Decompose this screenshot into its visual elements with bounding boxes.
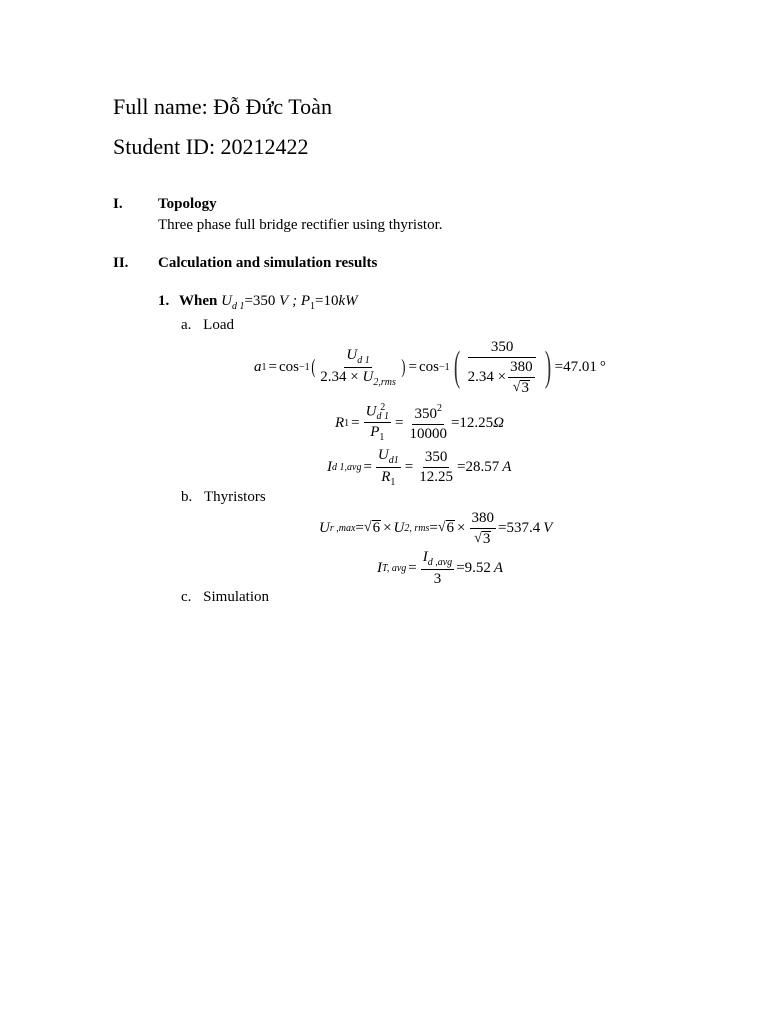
r1-num-sub: d 1 bbox=[376, 411, 389, 422]
p-value: =10 bbox=[315, 293, 339, 309]
equation-thyristor-current: I T, avg = $\frac{I_{d ,avg}}{3}$ =9.52 A bbox=[377, 548, 504, 587]
subitem-a-label: Load bbox=[203, 317, 234, 333]
frac1-num-sub: d 1 bbox=[357, 354, 370, 366]
eq-it-frac bbox=[421, 549, 454, 588]
inner-num: 380 bbox=[508, 359, 535, 378]
eq-it-lhs-sub: T, avg bbox=[382, 562, 407, 574]
separator: ; bbox=[292, 293, 298, 309]
frac1-den-var: U bbox=[362, 368, 374, 385]
eq-alpha-inv-2: −1 bbox=[439, 361, 450, 373]
subitem-b-label: Thyristors bbox=[204, 489, 266, 505]
ur-frac-num: 380 bbox=[470, 510, 497, 529]
eq-ur-result: =537.4 bbox=[498, 519, 541, 536]
eq-ur-six2: 6 bbox=[446, 520, 455, 536]
id-den-sub: 1 bbox=[390, 476, 396, 488]
eq-alpha-cos: cos bbox=[278, 358, 299, 375]
id-den: R bbox=[381, 468, 391, 485]
var-p-sub: 1 bbox=[310, 301, 315, 312]
id-den2: 12.25 bbox=[419, 468, 453, 485]
eq-ur-frac: 380 √ 3 bbox=[471, 509, 495, 547]
var-p: P bbox=[300, 293, 310, 309]
eq-it-lhs: I bbox=[377, 559, 382, 576]
it-num: I bbox=[422, 548, 428, 565]
eq-id-lhs-sub: d 1,avg bbox=[332, 461, 362, 473]
eq-ur-times: × bbox=[383, 519, 392, 536]
eq-alpha-cos-2: cos bbox=[419, 358, 439, 375]
eq-ur-six: 6 bbox=[372, 520, 381, 536]
item-label: When bbox=[179, 293, 218, 309]
ur-frac-den: 3 bbox=[482, 530, 491, 547]
it-den: 3 bbox=[433, 570, 442, 587]
eq-r1-unit: Ω bbox=[493, 414, 505, 431]
eq-ur-lhs-sub: r ,max bbox=[329, 522, 356, 534]
eq-id-result: =28.57 bbox=[456, 458, 500, 475]
eq-id-unit: A bbox=[502, 458, 512, 475]
unit-kw: kW bbox=[338, 293, 358, 309]
eq-r1-lhs: R bbox=[335, 414, 345, 431]
eq-id-frac2 bbox=[417, 449, 455, 486]
r1-num: U bbox=[365, 403, 377, 420]
equation-load-current: I d 1,avg = $\frac{U_{d1}}{R_1}$ = $\frac{350}{12.25}$ =28.57 A bbox=[327, 446, 512, 488]
eq-r1-result: =12.25 bbox=[450, 414, 494, 431]
eq-it-unit: A bbox=[493, 559, 504, 576]
eq-ur-eq1: = bbox=[355, 519, 364, 536]
frac1-den: 2.34 × bbox=[320, 368, 359, 385]
eq-alpha-inner-frac: 380 √ 3 bbox=[510, 358, 533, 396]
id-num: U bbox=[377, 446, 389, 463]
eq-alpha-unit: ° bbox=[599, 358, 606, 375]
eq-ur-lhs: U bbox=[319, 519, 330, 536]
eq-alpha-inv: −1 bbox=[298, 361, 310, 373]
eq-alpha-frac2 bbox=[466, 339, 539, 396]
eq-ur-var: U bbox=[393, 519, 405, 536]
id-num-sub: d1 bbox=[388, 454, 399, 466]
eq-r1-frac2 bbox=[407, 403, 449, 443]
subitem-a bbox=[181, 317, 234, 334]
full-name-line: Full name: Đỗ Đức Toàn bbox=[113, 94, 332, 119]
eq-r1-lhs-sub: 1 bbox=[344, 417, 350, 429]
eq-ur-eq2: = bbox=[429, 519, 438, 536]
subitem-c-letter: c. bbox=[181, 589, 192, 605]
ud-value: =350 bbox=[244, 293, 276, 309]
eq-alpha-result: =47.01 bbox=[554, 358, 597, 375]
subitem-c bbox=[181, 589, 269, 606]
var-ud: U bbox=[221, 293, 232, 309]
r1-den: P bbox=[370, 424, 380, 440]
r1-num-sup: 2 bbox=[380, 402, 386, 413]
it-num-sub: d ,avg bbox=[427, 556, 453, 568]
eq-ur-var-sub: 2, rms bbox=[404, 522, 430, 534]
eq-id-frac1 bbox=[376, 447, 401, 488]
eq-alpha-lhs: a bbox=[254, 358, 262, 375]
eq-it-result: =9.52 bbox=[456, 559, 491, 576]
subitem-b-letter: b. bbox=[181, 489, 193, 505]
inner-den: 3 bbox=[521, 379, 529, 396]
eq-ur-times2: × bbox=[457, 519, 466, 536]
student-id-line: Student ID: 20212422 bbox=[113, 134, 309, 159]
equation-reverse-voltage: U r ,max = √ 6 × U 2, rms = √ 6 × 380 √ 3 =537.4 V bbox=[319, 509, 553, 547]
equation-firing-angle: a 1 = cos −1 ( $\frac{U_{d 1}}{2.34 \times U_{2,rms}}$ ) = cos −1 ( 350 2.34 × 380 √ 3 ) =47.01 ° bbox=[254, 338, 606, 396]
section-title-calculation: Calculation and simulation results bbox=[158, 255, 378, 271]
frac2-den: 2.34 × bbox=[467, 368, 507, 385]
eq-alpha-frac1 bbox=[318, 347, 398, 388]
frac1-num: U bbox=[346, 346, 358, 363]
r1-num2: 350 bbox=[414, 406, 437, 422]
item-1-heading bbox=[158, 293, 358, 312]
equation-resistance: R 1 = U 2 d 1 $P_1$ = $\frac{350^2}{10000}$ =12.25 Ω bbox=[335, 402, 505, 443]
section-numeral-1: I. bbox=[113, 196, 123, 212]
subitem-b bbox=[181, 489, 266, 506]
frac1-den-sub: 2,rms bbox=[373, 376, 396, 388]
eq-r1-frac1 bbox=[364, 403, 391, 443]
item-number: 1. bbox=[158, 293, 170, 309]
id-num2: 350 bbox=[423, 449, 450, 468]
subitem-a-letter: a. bbox=[181, 317, 192, 333]
section-title-topology: Topology bbox=[158, 196, 217, 212]
eq-id-lhs: I bbox=[327, 458, 332, 475]
r1-den-sub: 1 bbox=[379, 432, 385, 443]
subitem-c-label: Simulation bbox=[203, 589, 270, 605]
section-body-topology: Three phase full bridge rectifier using thyristor. bbox=[158, 217, 443, 233]
r1-den2: 10000 bbox=[409, 426, 447, 442]
r1-num2-sup: 2 bbox=[436, 403, 442, 414]
unit-v: V bbox=[279, 293, 289, 309]
eq-ur-unit: V bbox=[543, 519, 553, 536]
frac2-num: 350 bbox=[468, 339, 536, 358]
eq-alpha-lhs-sub: 1 bbox=[261, 361, 267, 373]
var-ud-sub: d 1 bbox=[231, 301, 245, 312]
section-numeral-2: II. bbox=[113, 255, 129, 271]
